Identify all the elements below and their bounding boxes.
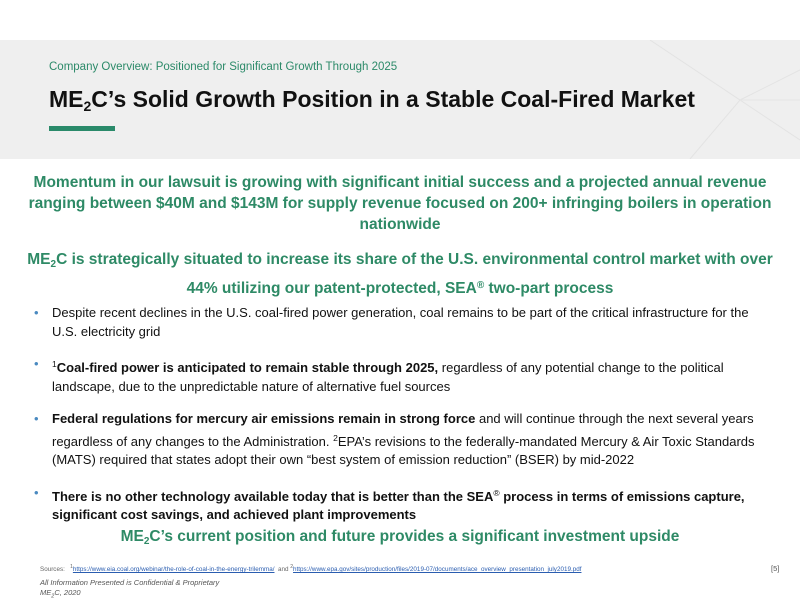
- bullet-item-coal-infrastructure: • Despite recent declines in the U.S. coal-fired power generation, coal remains to be part of the critical infrastructure for the U.S. electricity grid: [34, 305, 749, 339]
- section-kicker: Company Overview: Positioned for Significant Growth Through 2025: [49, 61, 398, 73]
- closing-callout: $ME_2C’s$ current position and future provides a significant investment upside: [120, 528, 680, 547]
- bullet-icon: •: [34, 484, 39, 500]
- bullet-icon: •: [34, 305, 39, 320]
- sources-footnote: Sources: $^1$https://www.eia.coal.org/webinar/the-role-of-coal-in-the-energy-trilemma/ and $^2$https://www.epa.gov/sites/production/files/2019-07/documents/ace_overview_presentation_july2019.pdf: [40, 564, 582, 573]
- source-link-2[interactable]: https://www.epa.gov/sites/production/files/2019-07/documents/ace_overview_presentation_july2019.pdf: [293, 566, 582, 573]
- page-number: [5]: [771, 564, 780, 573]
- source-link-1[interactable]: https://www.eia.coal.org/webinar/the-role-of-coal-in-the-energy-trilemma/: [72, 566, 275, 573]
- bullet-item-sea-technology: • There is no other technology available today that is better than the SEA® process in terms of emissions capture, significant cost savings, and achieved plant improvements: [34, 484, 745, 522]
- bullet-icon: •: [34, 411, 39, 426]
- slide-header: [0, 40, 800, 159]
- bullet-icon: •: [34, 356, 39, 371]
- bullet-list: [32, 304, 762, 539]
- bullet-item-coal-stable: • $^1$Coal-fired power is anticipated to remain stable through 2025, regardless of any potential change to the political landscape, due to the unpredictable nature of alternative fuel sources: [34, 356, 724, 394]
- momentum-callout: Momentum in our lawsuit is growing with significant initial success and a projected annual revenue ranging between $40M and $143M for supply revenue focused on 200+ infringing boilers in operation nationwide: [28, 174, 772, 233]
- market-position-callout: $ME_2C$ is strategically situated to increase its share of the U.S. environmental control market with over 44% utilizing our patent-protected, SEA® two-part process: [27, 251, 773, 297]
- bullet-item-federal-regulations: • Federal regulations for mercury air emissions remain in strong force and will continue through the next several years regardless of any changes to the Administration. $^2$EPA’s revisions to the federally-mandated Mercury & Air Toxic Standards (MATS) required that states adopt their own “best system of emission reduction” (BSER) by mid-2022: [34, 411, 755, 467]
- confidentiality-notice: All Information Presented is Confidential & Proprietary $ME_2C$, 2020: [40, 578, 220, 600]
- slide-title: $ME_2C’s$ Solid Growth Position in a Stable Coal-Fired Market: [49, 86, 695, 114]
- title-underline: [49, 126, 115, 131]
